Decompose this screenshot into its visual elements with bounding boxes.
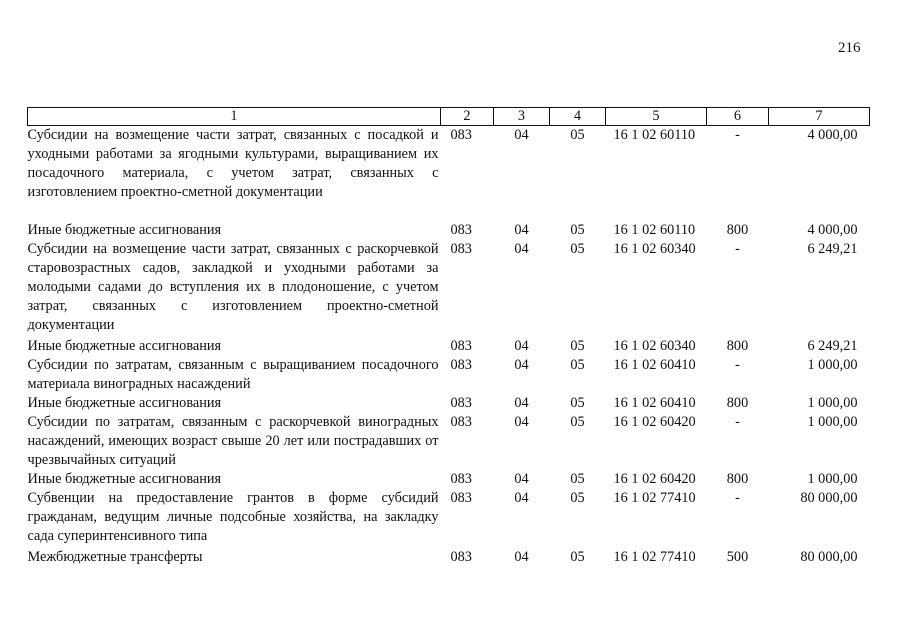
column-header-4: 4 (550, 108, 606, 126)
row-expense-type: 800 (726, 222, 749, 238)
row-target-code: 16 1 02 77410 (613, 490, 696, 506)
row-amount: 1 000,00 (807, 414, 858, 430)
row-name: Субсидии по затратам, связанным с выращиванием посадочного материала виноградных насаждений (27, 357, 439, 392)
row-gr-code: 083 (450, 471, 472, 487)
row-section: 04 (514, 241, 529, 257)
table-row (28, 126, 870, 222)
row-target-code: 16 1 02 60420 (613, 414, 696, 430)
row-section: 04 (514, 357, 529, 373)
row-name: Иные бюджетные ассигнования (27, 471, 222, 487)
table-row (28, 356, 870, 394)
page-number: 216 (838, 40, 861, 56)
row-name: Иные бюджетные ассигнования (27, 395, 222, 411)
row-section: 04 (514, 471, 529, 487)
row-subsection: 05 (570, 127, 585, 143)
row-amount: 80 000,00 (800, 490, 858, 506)
row-target-code: 16 1 02 60420 (613, 471, 696, 487)
row-gr-code: 083 (450, 222, 472, 238)
row-gr-code: 083 (450, 549, 472, 565)
table-row (28, 548, 870, 567)
row-section: 04 (514, 549, 529, 565)
row-gr-code: 083 (450, 241, 472, 257)
row-section: 04 (514, 490, 529, 506)
table-row (28, 240, 870, 337)
row-target-code: 16 1 02 60110 (613, 222, 696, 238)
row-amount: 1 000,00 (807, 395, 858, 411)
row-subsection: 05 (570, 222, 585, 238)
row-amount: 1 000,00 (807, 357, 858, 373)
row-subsection: 05 (570, 471, 585, 487)
row-name: Субсидии по затратам, связанным с раскорчевкой виноградных насаждений, имеющих возраст свыше 20 лет или пострадавших от чрезвычайных ситуаций (27, 414, 439, 468)
row-amount: 80 000,00 (800, 549, 858, 565)
row-amount: 4 000,00 (807, 222, 858, 238)
row-name: Субвенции на предоставление грантов в форме субсидий гражданам, ведущим личные подсобные хозяйства, на закладку сада суперинтенсивного типа (27, 490, 439, 544)
row-target-code: 16 1 02 60110 (613, 127, 696, 143)
row-subsection: 05 (570, 357, 585, 373)
table-header (28, 108, 870, 126)
row-gr-code: 083 (450, 127, 472, 143)
column-header-5: 5 (606, 108, 707, 126)
row-subsection: 05 (570, 549, 585, 565)
table-row (28, 470, 870, 489)
column-header-6: 6 (707, 108, 769, 126)
table-row (28, 394, 870, 413)
row-section: 04 (514, 395, 529, 411)
row-name: Иные бюджетные ассигнования (27, 338, 222, 354)
row-subsection: 05 (570, 395, 585, 411)
row-expense-type: - (735, 241, 740, 257)
row-subsection: 05 (570, 490, 585, 506)
table-row (28, 337, 870, 356)
row-amount: 6 249,21 (807, 338, 858, 354)
header-row (28, 108, 870, 126)
row-name: Субсидии на возмещение части затрат, связанных с посадкой и уходными работами за ягодными культурами, выращиванием их посадочного материала, с учетом затрат, связанных с изготовлением проектно-сметной документации (27, 127, 439, 200)
row-expense-type: - (735, 357, 740, 373)
row-expense-type: - (735, 414, 740, 430)
row-gr-code: 083 (450, 414, 472, 430)
row-target-code: 16 1 02 60340 (613, 338, 696, 354)
budget-table (27, 107, 870, 567)
row-gr-code: 083 (450, 395, 472, 411)
row-target-code: 16 1 02 77410 (613, 549, 696, 565)
row-section: 04 (514, 414, 529, 430)
row-gr-code: 083 (450, 338, 472, 354)
row-gr-code: 083 (450, 357, 472, 373)
row-target-code: 16 1 02 60410 (613, 357, 696, 373)
column-header-7: 7 (769, 108, 870, 126)
row-target-code: 16 1 02 60340 (613, 241, 696, 257)
row-subsection: 05 (570, 414, 585, 430)
row-name: Межбюджетные трансферты (27, 549, 203, 565)
row-expense-type: 500 (726, 549, 749, 565)
row-name: Иные бюджетные ассигнования (27, 222, 222, 238)
table-body (28, 126, 870, 568)
row-expense-type: 800 (726, 471, 749, 487)
row-section: 04 (514, 338, 529, 354)
table-row (28, 413, 870, 470)
row-expense-type: - (735, 490, 740, 506)
column-header-1: 1 (28, 108, 441, 126)
row-expense-type: 800 (726, 338, 749, 354)
row-section: 04 (514, 222, 529, 238)
column-header-3: 3 (494, 108, 550, 126)
row-expense-type: - (735, 127, 740, 143)
row-amount: 4 000,00 (807, 127, 858, 143)
column-header-2: 2 (441, 108, 494, 126)
row-amount: 1 000,00 (807, 471, 858, 487)
row-target-code: 16 1 02 60410 (613, 395, 696, 411)
row-gr-code: 083 (450, 490, 472, 506)
row-section: 04 (514, 127, 529, 143)
table-row (28, 221, 870, 240)
row-amount: 6 249,21 (807, 241, 858, 257)
row-name: Субсидии на возмещение части затрат, связанных с раскорчевкой старовозрастных садов, закладкой и уходными работами за молодыми садами до вступления их в плодоношение, с учетом затрат, связанных с изготовлением проектно-сметной документации (27, 241, 439, 333)
row-subsection: 05 (570, 338, 585, 354)
row-subsection: 05 (570, 241, 585, 257)
table-row (28, 489, 870, 548)
row-expense-type: 800 (726, 395, 749, 411)
